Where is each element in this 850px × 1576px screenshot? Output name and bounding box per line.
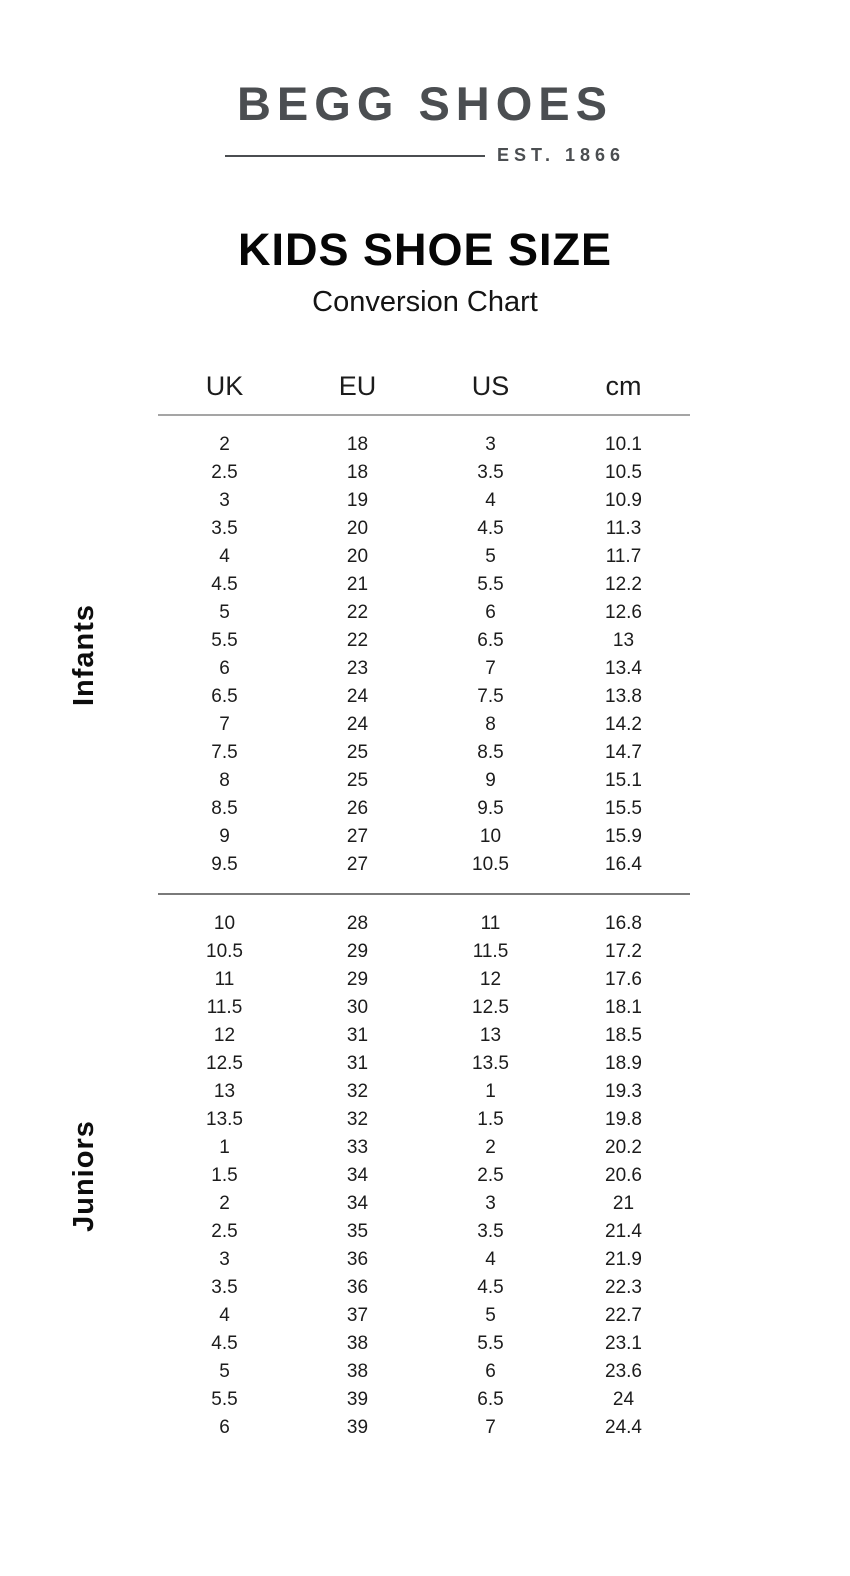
table-cell: 1 [485, 1081, 496, 1102]
table-cell: 2 [219, 1193, 230, 1214]
table-cell: 6.5 [477, 630, 504, 651]
table-cell: 38 [346, 1361, 369, 1382]
column-header-cm: cm [605, 371, 642, 401]
table-cell: 3.5 [211, 518, 238, 539]
table-cell: 5.5 [477, 574, 504, 595]
table-cell: 22 [346, 630, 369, 651]
table-cell: 10 [479, 826, 502, 847]
table-cell: 2 [485, 1137, 496, 1158]
table-cell: 18.5 [605, 1025, 642, 1046]
table-row [158, 1078, 690, 1106]
table-cell: 4.5 [211, 1333, 238, 1354]
table-row [158, 851, 690, 879]
table-row [158, 1302, 690, 1330]
table-cell: 10.5 [472, 854, 509, 875]
table-cell: 5 [219, 1361, 230, 1382]
table-row [158, 1050, 690, 1078]
established-row [225, 145, 625, 166]
table-cell: 4 [485, 1249, 496, 1270]
table-cell: 5.5 [211, 630, 238, 651]
established-text: EST. 1866 [496, 145, 625, 165]
table-cell: 5.5 [211, 1389, 238, 1410]
table-row [158, 431, 690, 459]
table-cell: 4 [485, 490, 496, 511]
table-row [158, 1162, 690, 1190]
table-cell: 18.1 [605, 997, 642, 1018]
table-cell: 9.5 [211, 854, 238, 875]
table-cell: 9 [219, 826, 230, 847]
table-cell: 7 [485, 658, 496, 679]
table-row [158, 966, 690, 994]
section-rows [158, 431, 690, 879]
table-cell: 22.3 [605, 1277, 642, 1298]
table-cell: 20.2 [605, 1137, 642, 1158]
table-cell: 10 [213, 913, 236, 934]
table-cell: 20 [346, 546, 369, 567]
section-infants [68, 416, 690, 893]
table-cell: 2 [219, 434, 230, 455]
table-cell: 32 [346, 1109, 369, 1130]
section-rows [158, 910, 690, 1442]
table-row [158, 795, 690, 823]
table-cell: 7.5 [477, 686, 504, 707]
section-label: Juniors [68, 1119, 100, 1232]
table-cell: 15.1 [605, 770, 642, 791]
table-cell: 20.6 [605, 1165, 642, 1186]
table-cell: 12.5 [206, 1053, 243, 1074]
table-cell: 18 [346, 462, 369, 483]
table-cell: 19.3 [605, 1081, 642, 1102]
table-cell: 4.5 [477, 518, 504, 539]
table-cell: 13 [213, 1081, 236, 1102]
table-row [158, 683, 690, 711]
table-cell: 21.9 [605, 1249, 642, 1270]
table-cell: 3.5 [477, 462, 504, 483]
table-cell: 3.5 [211, 1277, 238, 1298]
table-cell: 34 [346, 1193, 369, 1214]
table-cell: 4.5 [477, 1277, 504, 1298]
table-cell: 36 [346, 1249, 369, 1270]
table-row [158, 1134, 690, 1162]
column-header-eu: EU [338, 371, 377, 401]
brand-logo [225, 76, 625, 166]
table-cell: 11.3 [605, 518, 642, 539]
table-cell: 5 [219, 602, 230, 623]
table-cell: 30 [346, 997, 369, 1018]
table-cell: 6 [485, 602, 496, 623]
table-cell: 34 [346, 1165, 369, 1186]
table-cell: 5 [485, 546, 496, 567]
table-cell: 6 [219, 1417, 230, 1438]
table-row [158, 1106, 690, 1134]
table-row [158, 1022, 690, 1050]
table-row [158, 1386, 690, 1414]
table-cell: 15.9 [605, 826, 642, 847]
table-cell: 8.5 [211, 798, 238, 819]
table-cell: 10.5 [206, 941, 243, 962]
table-cell: 11.7 [605, 546, 642, 567]
table-cell: 22.7 [605, 1305, 642, 1326]
table-cell: 8.5 [477, 742, 504, 763]
table-cell: 11 [214, 969, 235, 990]
table-cell: 27 [346, 826, 369, 847]
table-cell: 2.5 [477, 1165, 504, 1186]
table-cell: 35 [346, 1221, 369, 1242]
table-cell: 7.5 [211, 742, 238, 763]
table-cell: 27 [346, 854, 369, 875]
table-cell: 11.5 [206, 997, 243, 1018]
table-cell: 21 [346, 574, 369, 595]
section-juniors [68, 895, 690, 1456]
table-cell: 3 [219, 1249, 230, 1270]
table-cell: 29 [346, 941, 369, 962]
column-header-us: US [471, 371, 510, 401]
table-cell: 22 [346, 602, 369, 623]
table-cell: 16.8 [605, 913, 642, 934]
table-cell: 24 [346, 686, 369, 707]
table-cell: 39 [346, 1417, 369, 1438]
table-cell: 23 [346, 658, 369, 679]
table-cell: 6 [485, 1361, 496, 1382]
table-cell: 8 [485, 714, 496, 735]
table-row [158, 711, 690, 739]
table-cell: 39 [346, 1389, 369, 1410]
table-cell: 18 [346, 434, 369, 455]
title-block [0, 224, 850, 319]
table-cell: 37 [346, 1305, 369, 1326]
table-cell: 10.5 [605, 462, 642, 483]
table-cell: 7 [219, 714, 230, 735]
table-cell: 23.1 [605, 1333, 642, 1354]
brand-name: BEGG SHOES [236, 77, 613, 130]
table-cell: 19.8 [605, 1109, 642, 1130]
table-cell: 12.5 [472, 997, 509, 1018]
table-cell: 36 [346, 1277, 369, 1298]
table-cell: 2.5 [211, 462, 238, 483]
table-cell: 24.4 [605, 1417, 642, 1438]
logo-rule [225, 155, 485, 157]
table-row [158, 938, 690, 966]
table-cell: 18.9 [605, 1053, 642, 1074]
table-cell: 12.2 [605, 574, 642, 595]
table-cell: 31 [346, 1053, 369, 1074]
size-table-body [68, 416, 690, 1456]
table-cell: 25 [346, 742, 369, 763]
table-cell: 6 [219, 658, 230, 679]
table-cell: 1.5 [477, 1109, 504, 1130]
table-cell: 26 [346, 798, 369, 819]
table-cell: 9 [485, 770, 496, 791]
page [0, 76, 850, 1576]
table-row [158, 655, 690, 683]
table-row [158, 767, 690, 795]
table-row [158, 543, 690, 571]
table-cell: 13 [479, 1025, 502, 1046]
table-cell: 10.9 [605, 490, 642, 511]
table-cell: 20 [346, 518, 369, 539]
table-cell: 6.5 [477, 1389, 504, 1410]
table-cell: 25 [346, 770, 369, 791]
table-row [158, 1246, 690, 1274]
table-cell: 24 [346, 714, 369, 735]
table-row [158, 599, 690, 627]
table-cell: 11 [480, 913, 501, 934]
table-cell: 32 [346, 1081, 369, 1102]
table-row [158, 994, 690, 1022]
table-cell: 12 [479, 969, 502, 990]
table-cell: 24 [612, 1389, 635, 1410]
table-cell: 5 [485, 1305, 496, 1326]
table-cell: 13.5 [472, 1053, 509, 1074]
table-row [158, 823, 690, 851]
table-row [158, 515, 690, 543]
table-cell: 33 [346, 1137, 369, 1158]
table-row [158, 1358, 690, 1386]
table-cell: 13.5 [206, 1109, 243, 1130]
column-headers [158, 371, 690, 416]
table-row [158, 1414, 690, 1442]
table-cell: 29 [346, 969, 369, 990]
table-cell: 16.4 [605, 854, 642, 875]
table-row [158, 487, 690, 515]
table-cell: 6.5 [211, 686, 238, 707]
table-row [158, 1190, 690, 1218]
table-cell: 17.2 [605, 941, 642, 962]
table-cell: 3 [485, 1193, 496, 1214]
table-cell: 12.6 [605, 602, 642, 623]
table-cell: 21.4 [605, 1221, 642, 1242]
table-row [158, 1274, 690, 1302]
table-cell: 1 [219, 1137, 230, 1158]
table-cell: 9.5 [477, 798, 504, 819]
table-cell: 13.8 [605, 686, 642, 707]
table-cell: 8 [219, 770, 230, 791]
table-cell: 21 [612, 1193, 635, 1214]
table-cell: 2.5 [211, 1221, 238, 1242]
table-row [158, 459, 690, 487]
table-cell: 28 [346, 913, 369, 934]
table-cell: 17.6 [605, 969, 642, 990]
page-subtitle: Conversion Chart [312, 286, 538, 318]
table-cell: 3 [219, 490, 230, 511]
table-cell: 5.5 [477, 1333, 504, 1354]
table-cell: 12 [213, 1025, 236, 1046]
table-cell: 4 [219, 1305, 230, 1326]
table-row [158, 1218, 690, 1246]
table-row [158, 1330, 690, 1358]
table-cell: 31 [346, 1025, 369, 1046]
table-cell: 3.5 [477, 1221, 504, 1242]
table-row [158, 627, 690, 655]
table-row [158, 571, 690, 599]
table-row [158, 739, 690, 767]
column-header-uk: UK [205, 371, 244, 401]
table-cell: 19 [346, 490, 369, 511]
page-title: KIDS SHOE SIZE [237, 224, 613, 275]
table-cell: 11.5 [472, 941, 509, 962]
table-cell: 3 [485, 434, 496, 455]
size-conversion-table [68, 371, 690, 1456]
table-cell: 38 [346, 1333, 369, 1354]
table-cell: 13.4 [605, 658, 642, 679]
table-cell: 15.5 [605, 798, 642, 819]
table-cell: 14.7 [605, 742, 642, 763]
table-cell: 4.5 [211, 574, 238, 595]
table-cell: 10.1 [605, 434, 642, 455]
table-cell: 23.6 [605, 1361, 642, 1382]
section-label: Infants [68, 603, 100, 706]
table-cell: 4 [219, 546, 230, 567]
table-row [158, 910, 690, 938]
table-cell: 14.2 [605, 714, 642, 735]
table-cell: 13 [612, 630, 635, 651]
table-cell: 7 [485, 1417, 496, 1438]
table-cell: 1.5 [211, 1165, 238, 1186]
